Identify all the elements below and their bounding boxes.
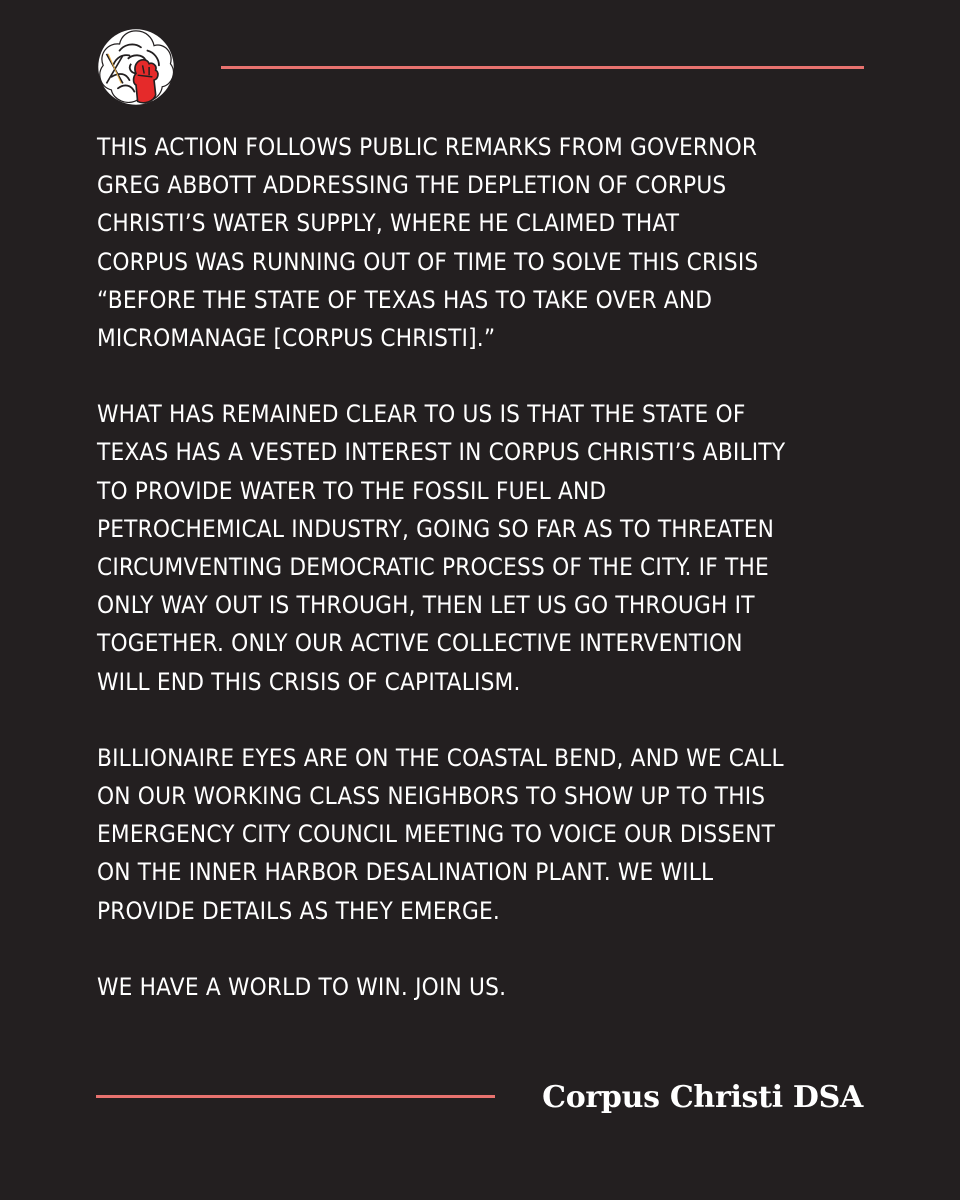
text-line: MICROMANAGE [CORPUS CHRISTI].” — [97, 324, 496, 353]
text-line: THIS ACTION FOLLOWS PUBLIC REMARKS FROM GOVERNOR — [97, 133, 758, 161]
top-divider — [221, 66, 864, 69]
text-line: WILL END THIS CRISIS OF CAPITALISM. — [97, 667, 521, 696]
signature: Corpus Christi DSA — [542, 1080, 863, 1115]
text-line: CIRCUMVENTING DEMOCRATIC PROCESS OF THE CITY. IF THE — [97, 553, 769, 582]
text-line: WE HAVE A WORLD TO WIN. JOIN US. — [97, 972, 507, 1001]
text-line: “BEFORE THE STATE OF TEXAS HAS TO TAKE OVER AND — [97, 285, 713, 314]
rose-fist-icon — [95, 26, 177, 108]
paragraph-3 — [97, 739, 821, 930]
bottom-divider — [96, 1095, 495, 1098]
paragraph-2 — [97, 395, 821, 701]
text-line: CORPUS WAS RUNNING OUT OF TIME TO SOLVE THIS CRISIS — [97, 247, 759, 276]
paragraph-4 — [97, 968, 821, 1006]
text-line: ONLY WAY OUT IS THROUGH, THEN LET US GO THROUGH IT — [97, 591, 755, 620]
statement-body — [97, 128, 821, 1044]
text-line: GREG ABBOTT ADDRESSING THE DEPLETION OF CORPUS — [97, 171, 727, 200]
text-line: TOGETHER. ONLY OUR ACTIVE COLLECTIVE INTERVENTION — [97, 629, 743, 658]
text-line: BILLIONAIRE EYES ARE ON THE COASTAL BEND, AND WE CALL — [97, 743, 784, 772]
text-line: TO PROVIDE WATER TO THE FOSSIL FUEL AND — [97, 476, 607, 505]
text-line: WHAT HAS REMAINED CLEAR TO US IS THAT THE STATE OF — [97, 400, 746, 429]
text-line: PROVIDE DETAILS AS THEY EMERGE. — [97, 896, 501, 925]
text-line: ON THE INNER HARBOR DESALINATION PLANT. WE WILL — [97, 858, 714, 887]
text-line: PETROCHEMICAL INDUSTRY, GOING SO FAR AS TO THREATEN — [97, 514, 775, 543]
text-line: EMERGENCY CITY COUNCIL MEETING TO VOICE OUR DISSENT — [97, 820, 776, 849]
paragraph-1 — [97, 128, 821, 357]
text-line: CHRISTI’S WATER SUPPLY, WHERE HE CLAIMED THAT — [97, 209, 680, 238]
text-line: ON OUR WORKING CLASS NEIGHBORS TO SHOW UP TO THIS — [97, 782, 766, 811]
text-line: TEXAS HAS A VESTED INTEREST IN CORPUS CHRISTI’S ABILITY — [97, 438, 786, 467]
